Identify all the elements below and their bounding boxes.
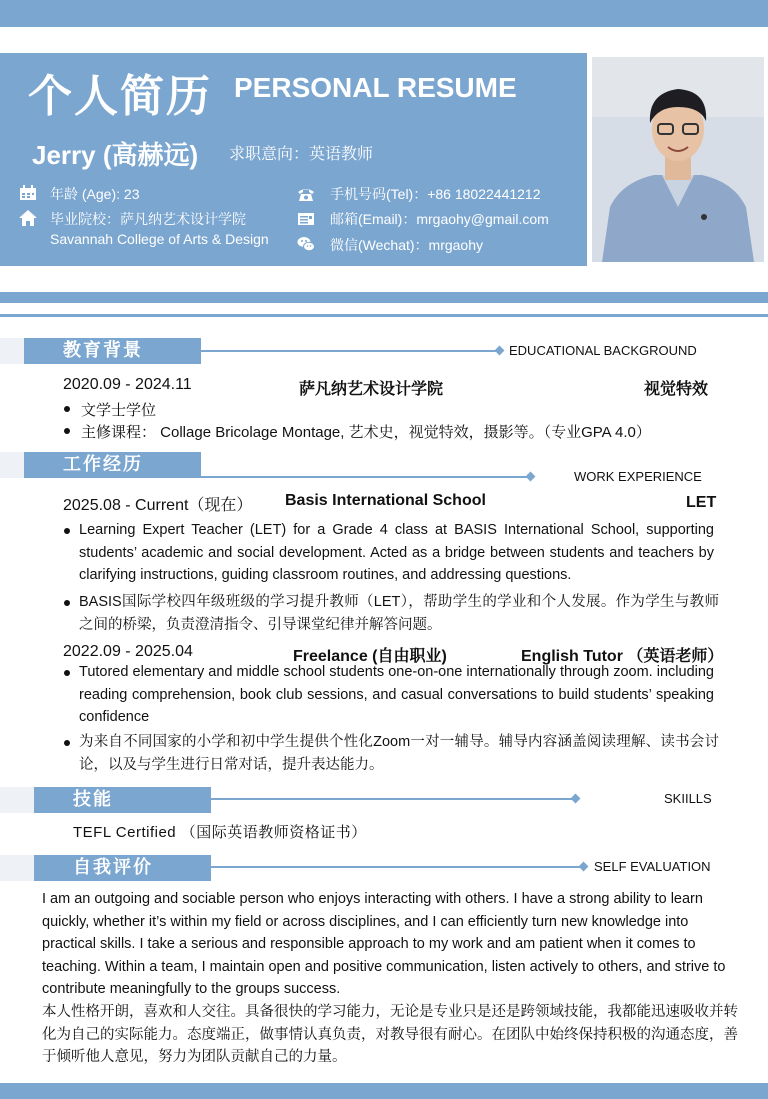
bullet-dot <box>64 670 70 676</box>
section-subtitle-education: EDUCATIONAL BACKGROUND <box>509 343 697 358</box>
education-date: 2020.09 - 2024.11 <box>63 376 192 393</box>
job-bullet: 为来自不同国家的小学和初中学生提供个性化Zoom一对一辅导。辅导内容涵盖阅读理解、读书会讨论，以及与学生进行日常对话，提升表达能力。 <box>79 734 719 773</box>
section-tab-bg <box>0 855 34 881</box>
separator-thick <box>0 292 768 303</box>
job-role: LET <box>686 494 717 511</box>
section-line <box>201 476 530 478</box>
job-date: 2025.08 - Current（现在） <box>63 497 253 514</box>
job-objective: 求职意向：英语教师 <box>229 144 374 163</box>
email-info: 邮箱(Email)：mrgaohy@gmail.com <box>330 211 549 227</box>
section-subtitle-self-evaluation: SELF EVALUATION <box>594 859 711 874</box>
section-tab-bg <box>0 787 34 813</box>
bullet-dot <box>64 600 70 606</box>
section-line <box>201 350 499 352</box>
envelope-icon <box>297 211 315 227</box>
education-school: 萨凡纳艺术设计学院 <box>299 381 444 398</box>
bullet-dot <box>64 740 70 746</box>
bullet-dot <box>64 406 70 412</box>
top-band <box>0 0 768 27</box>
phone-info: 手机号码(Tel)：+86 18022441212 <box>330 186 541 202</box>
section-line <box>211 866 584 868</box>
wechat-icon <box>297 236 315 252</box>
title-english: PERSONAL RESUME <box>234 72 517 103</box>
school-english: Savannah College of Arts & Design <box>50 231 269 247</box>
bullet-dot <box>64 528 70 534</box>
job-organization: Freelance (自由职业) <box>293 648 447 665</box>
section-diamond <box>526 472 536 482</box>
section-diamond <box>495 346 505 356</box>
job-bullet: BASIS国际学校四年级班级的学习提升教师（LET），帮助学生的学业和个人发展。作为学生与教师之间的桥梁，负责澄清指令、引导课堂纪律并解答问题。 <box>79 594 719 633</box>
section-tab-bg <box>0 452 24 478</box>
self-evaluation-chinese: 本人性格开朗，喜欢和人交往。具备很快的学习能力，无论是专业只是还是跨领域技能，我都能迅速吸收并转化为自己的实际能力。态度端正，做事情认真负责，对教导很有耐心。在团队中始终保持积极的沟通态度，善于倾听他人意见，努力为团队贡献自己的力量。 <box>42 1004 738 1065</box>
education-major: 视觉特效 <box>644 381 709 398</box>
wechat-info: 微信(Wechat)：mrgaohy <box>330 237 484 253</box>
skill-item: TEFL Certified （国际英语教师资格证书） <box>73 824 367 841</box>
section-title-education: 教育背景 <box>24 338 201 364</box>
job-organization: Basis International School <box>285 492 486 509</box>
separator-thin <box>0 314 768 317</box>
section-line <box>211 798 576 800</box>
self-evaluation-english: I am an outgoing and sociable person who enjoys interacting with others. I have a strong ability to learn quickly, whether it’s within my field or across disciplines, and I can efficiently turn new knowledge into practical skills. I take a serious and responsible approach to my work and am patient when it comes to teaching. Within a team, I maintain open and positive communication, listen actively to others, and strive to contribute meaningfully to the groups success. <box>42 891 726 997</box>
section-diamond <box>579 862 589 872</box>
bullet-dot <box>64 428 70 434</box>
title-chinese: 个人简历 <box>28 71 212 122</box>
profile-photo-illustration <box>592 57 764 262</box>
school-info: 毕业院校：萨凡纳艺术设计学院 <box>50 211 246 227</box>
job-bullet: Tutored elementary and middle school students one-on-one internationally through zoom. including reading comprehension, book club sessions, and casual conversations to build students’ speaking confidence <box>79 664 714 725</box>
section-title-work: 工作经历 <box>24 452 201 478</box>
section-diamond <box>571 794 581 804</box>
job-date: 2022.09 - 2025.04 <box>63 643 193 660</box>
education-bullet: 主修课程： Collage Bricolage Montage, 艺术史，视觉特效，摄影等。（专业GPA 4.0） <box>81 424 651 441</box>
section-title-skills: 技能 <box>34 787 211 813</box>
candidate-name: Jerry (高赫远) <box>32 140 199 170</box>
telephone-icon <box>297 186 315 202</box>
profile-photo <box>592 57 764 262</box>
section-title-self-evaluation: 自我评价 <box>34 855 211 881</box>
job-bullet: Learning Expert Teacher (LET) for a Grade 4 class at BASIS International School, supporting students’ academic and social development. Acted as a bridge between students and teachers by clarifying instructions, guiding classroom routines, and addressing questions. <box>79 522 714 583</box>
education-bullet: 文学士学位 <box>81 402 157 419</box>
section-tab-bg <box>0 338 24 364</box>
section-subtitle-skills: SKIILLS <box>664 791 712 806</box>
calendar-icon <box>19 185 37 201</box>
job-role: English Tutor （英语老师） <box>521 648 724 665</box>
house-icon <box>19 210 37 226</box>
age-info: 年龄 (Age): 23 <box>50 186 140 202</box>
bottom-band <box>0 1083 768 1099</box>
section-subtitle-work: WORK EXPERIENCE <box>574 469 702 484</box>
